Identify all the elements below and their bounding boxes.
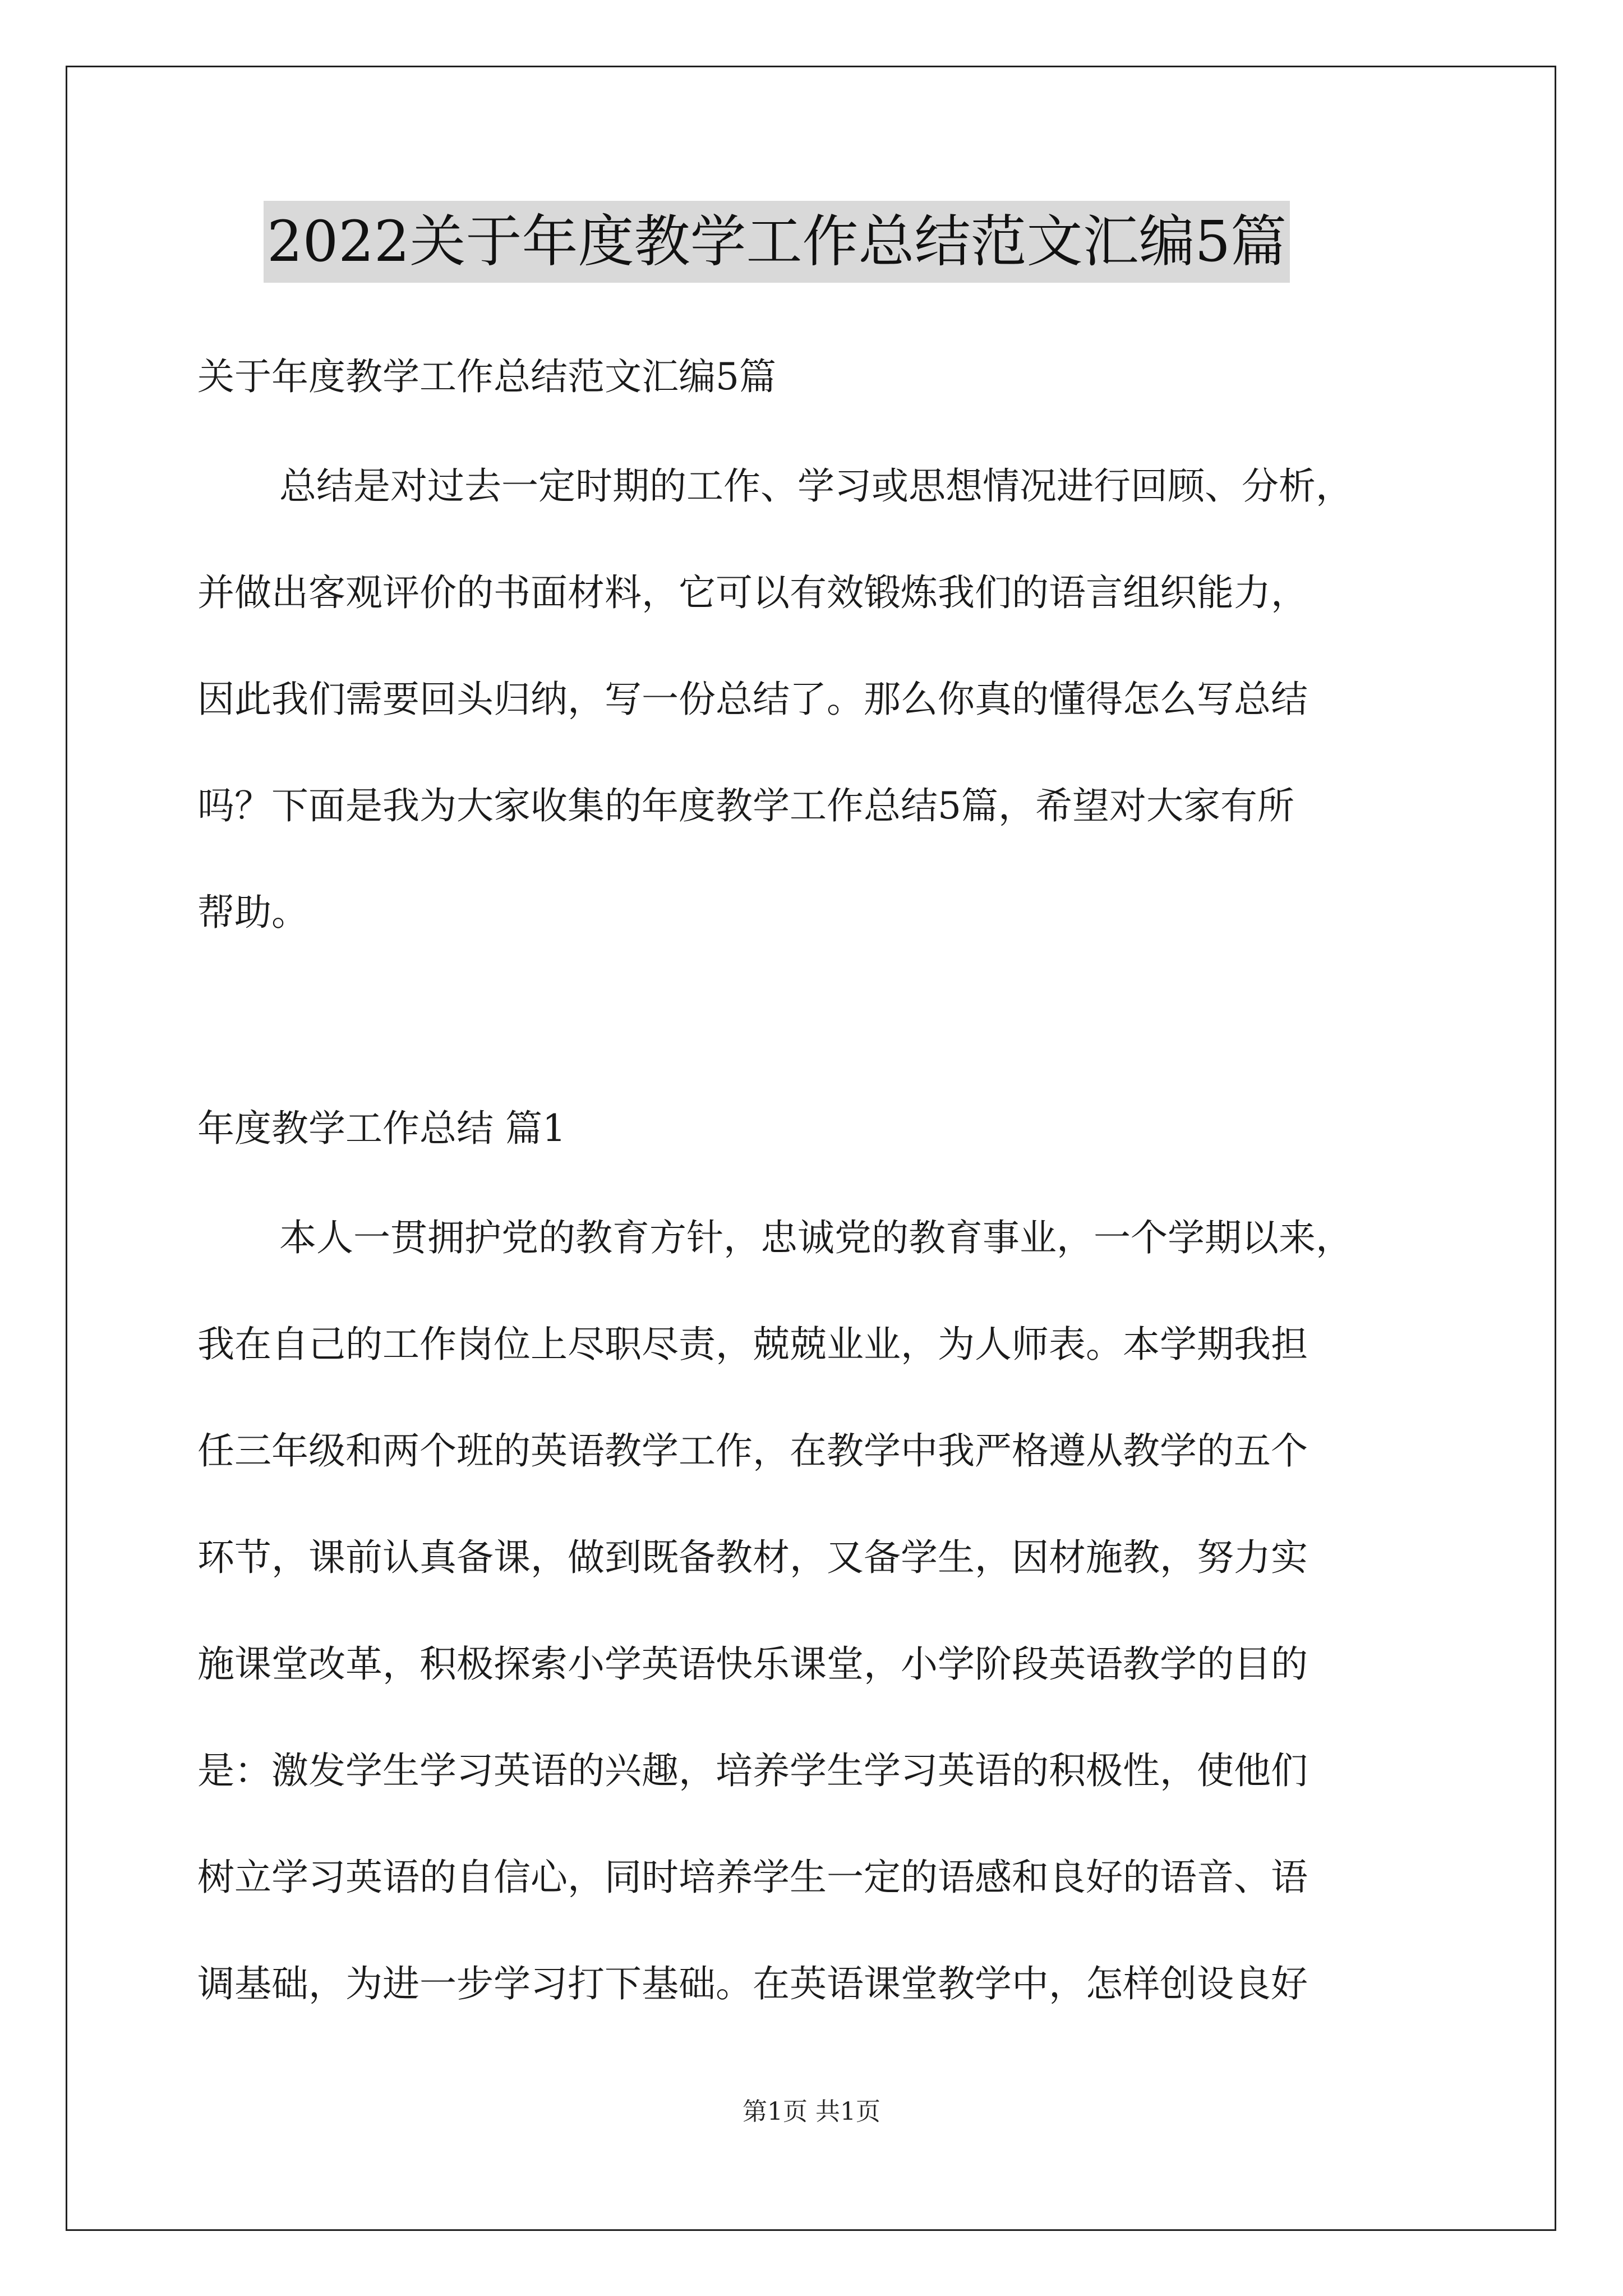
document-subtitle: 关于年度教学工作总结范文汇编5篇: [197, 355, 776, 398]
intro-line: 并做出客观评价的书面材料，它可以有效锻炼我们的语言组织能力，: [197, 571, 1308, 614]
body-line: 环节，课前认真备课，做到既备教材，又备学生，因材施教，努力实: [197, 1536, 1308, 1579]
page-footer: 第1页 共1页: [743, 2097, 880, 2126]
intro-line: 帮助。: [197, 891, 308, 934]
body-line: 我在自己的工作岗位上尽职尽责，兢兢业业，为人师表。本学期我担: [197, 1323, 1308, 1366]
document-title: 2022关于年度教学工作总结范文汇编5篇: [264, 201, 1290, 283]
intro-line: 因此我们需要回头归纳，写一份总结了。那么你真的懂得怎么写总结: [197, 678, 1308, 721]
body-line: 任三年级和两个班的英语教学工作，在教学中我严格遵从教学的五个: [197, 1429, 1308, 1473]
body-line: 调基础，为进一步学习打下基础。在英语课堂教学中，怎样创设良好: [197, 1962, 1308, 2005]
body-line: 是：激发学生学习英语的兴趣，培养学生学习英语的积极性，使他们: [197, 1749, 1308, 1792]
intro-line: 总结是对过去一定时期的工作、学习或思想情况进行回顾、分析，: [279, 464, 1353, 508]
section-heading: 年度教学工作总结 篇1: [197, 1107, 566, 1150]
body-line: 本人一贯拥护党的教育方针，忠诚党的教育事业，一个学期以来，: [279, 1216, 1353, 1259]
body-line: 树立学习英语的自信心，同时培养学生一定的语感和良好的语音、语: [197, 1856, 1308, 1899]
intro-line: 吗？下面是我为大家收集的年度教学工作总结5篇，希望对大家有所: [197, 784, 1294, 827]
body-line: 施课堂改革，积极探索小学英语快乐课堂，小学阶段英语教学的目的: [197, 1642, 1308, 1686]
